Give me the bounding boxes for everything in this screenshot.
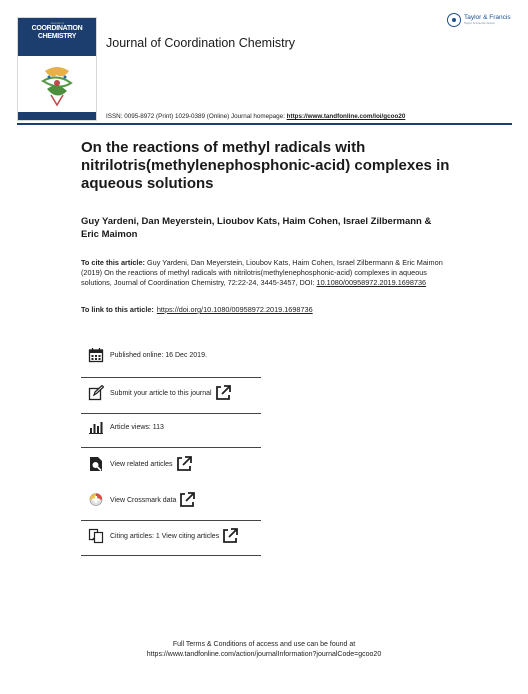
- citation-text: Guy Yardeni, Dan Meyerstein, Lioubov Kats, Haim Cohen, Israel Zilbermann & Eric Maimon (2019) On the reactions of methyl radicals with nitrilotris(methylenephosphonic-acid) complexes in aqueous solutions, Journal of Coordination Chemistry, 72:22-24, 3445-3457, DOI:: [81, 258, 443, 287]
- published-date: Published online: 16 Dec 2019.: [110, 351, 207, 359]
- submit-article-row[interactable]: [88, 382, 237, 404]
- related-articles-link[interactable]: View related articles: [110, 460, 173, 468]
- external-link-icon: [176, 456, 192, 472]
- publisher-name: Taylor & Francis: [464, 13, 511, 21]
- bar-chart-icon: [88, 419, 104, 435]
- cover-footer-bar: [18, 112, 96, 120]
- row-divider: [81, 555, 261, 556]
- article-authors: Guy Yardeni, Dan Meyerstein, Lioubov Kats, Haim Cohen, Israel Zilbermann & Eric Maimon: [81, 216, 432, 240]
- article-views-row: [88, 416, 164, 438]
- cover-molecule-illustration: [18, 56, 96, 112]
- citation-doi-link[interactable]: 10.1080/00958972.2019.1698736: [316, 278, 427, 287]
- crossmark-icon: [88, 492, 104, 508]
- citing-articles-row[interactable]: [88, 525, 244, 547]
- footer-terms-text: Full Terms & Conditions of access and use can be found at: [172, 641, 356, 648]
- related-search-icon: [88, 456, 104, 472]
- issn-text: ISSN: 0095-8972 (Print) 1029-0389 (Online) Journal homepage:: [106, 113, 287, 120]
- related-articles-row[interactable]: [88, 453, 198, 475]
- citing-articles-link[interactable]: Citing articles: 1 View citing articles: [110, 532, 220, 540]
- row-divider: [81, 413, 261, 414]
- journal-title[interactable]: Journal of Coordination Chemistry: [106, 36, 295, 50]
- citation-label: To cite this article:: [81, 258, 145, 267]
- submit-article-link[interactable]: Submit your article to this journal: [110, 389, 212, 397]
- article-link-line: [81, 305, 313, 314]
- published-row: [88, 344, 207, 366]
- journal-cover-image: [17, 17, 97, 121]
- edit-icon: [88, 385, 104, 401]
- cover-title-line2: CHEMISTRY: [37, 33, 77, 40]
- row-divider: [81, 520, 261, 521]
- molecule-icon: [37, 61, 77, 107]
- calendar-icon: [88, 347, 104, 363]
- cover-title-line1: COORDINATION: [31, 25, 83, 32]
- article-link-label: To link to this article:: [81, 305, 154, 314]
- crossmark-row[interactable]: [88, 489, 201, 511]
- cover-banner: [18, 18, 96, 56]
- issn-line: [106, 113, 405, 120]
- journal-homepage-link[interactable]: https://www.tandfonline.com/loi/gcoo20: [286, 113, 406, 120]
- cover-small-text: Journal of: [50, 21, 64, 25]
- crossmark-link[interactable]: View Crossmark data: [110, 496, 177, 504]
- footer-terms-link[interactable]: https://www.tandfonline.com/action/journalInformation?journalCode=gcoo20: [146, 651, 382, 658]
- external-link-icon: [222, 528, 238, 544]
- article-views-count: Article views: 113: [110, 423, 164, 431]
- header-divider: [17, 123, 512, 125]
- row-divider: [81, 447, 261, 448]
- external-link-icon: [179, 492, 195, 508]
- article-title: On the reactions of methyl radicals with nitrilotris(methylenephosphonic-acid) complexes in aqueous solutions: [81, 139, 450, 192]
- tf-logo-icon: [447, 13, 461, 27]
- row-divider: [81, 377, 261, 378]
- citing-documents-icon: [88, 528, 104, 544]
- citation-block: [81, 258, 451, 288]
- publisher-logo[interactable]: [447, 13, 511, 27]
- article-doi-link[interactable]: https://doi.org/10.1080/00958972.2019.1698736: [156, 305, 313, 314]
- publisher-sub: Taylor & Francis Group: [464, 21, 495, 26]
- page-footer: [0, 640, 528, 660]
- external-link-icon: [215, 385, 231, 401]
